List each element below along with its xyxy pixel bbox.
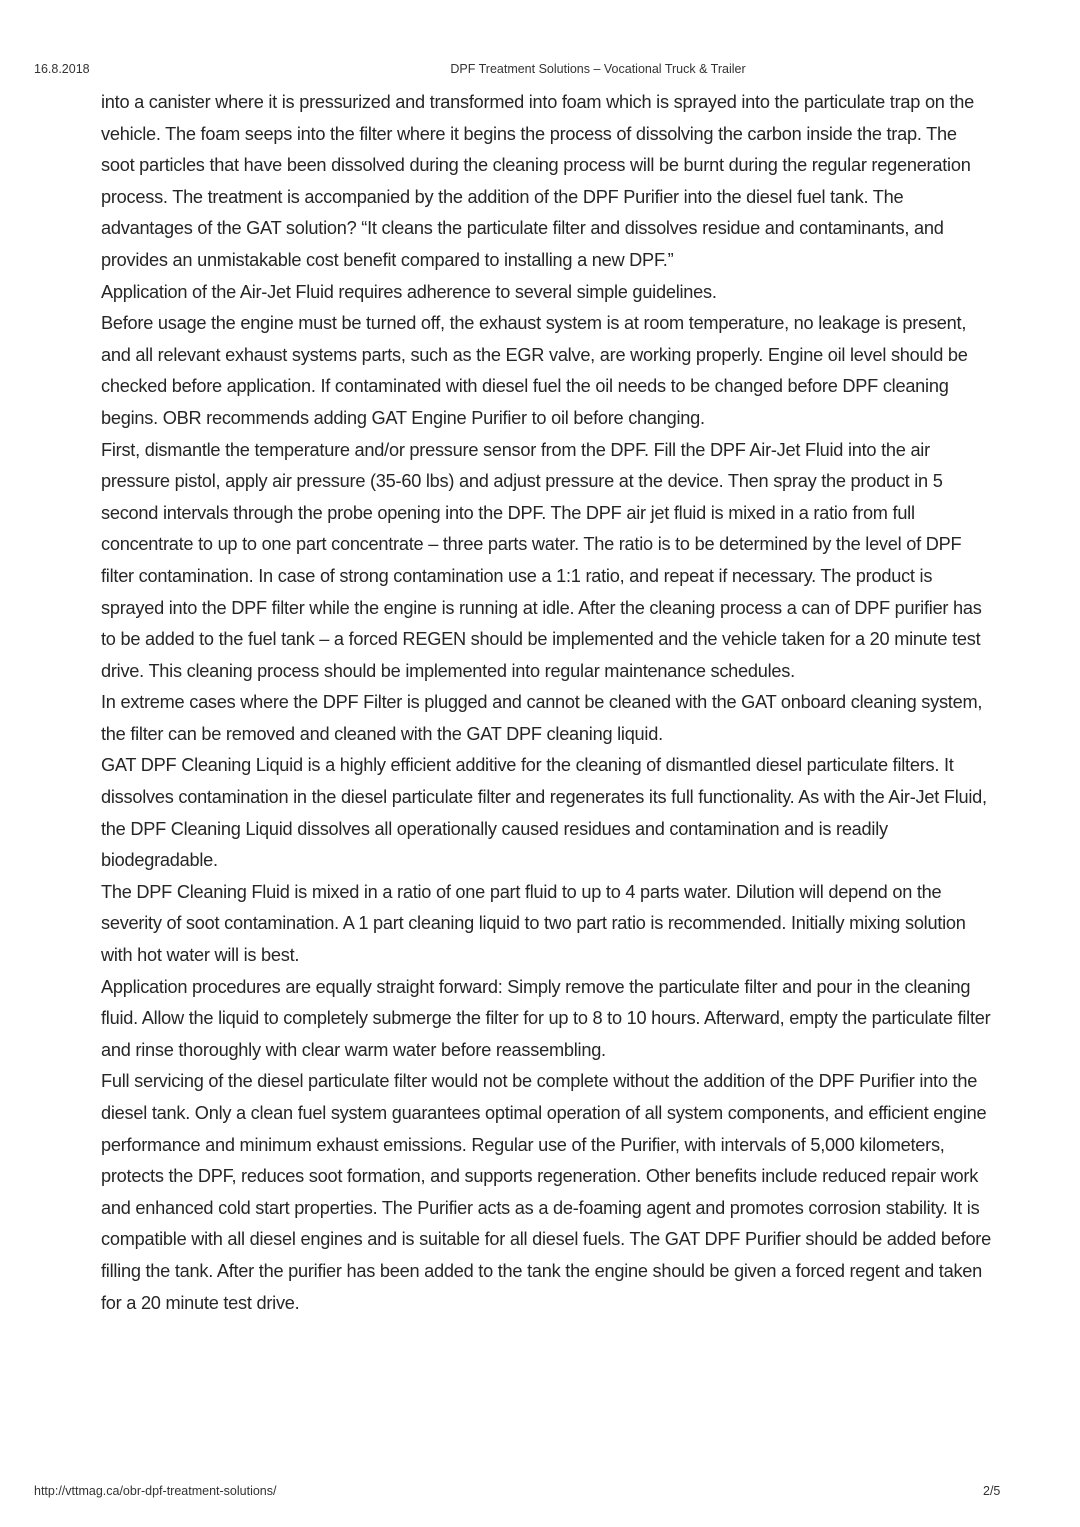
paragraph-before-usage: Before usage the engine must be turned off, the exhaust system is at room temperature, no leakage is present, and all relevant exhaust systems parts, such as the EGR valve, are working properly. Engine oil level should be checked before application. If contaminated with diesel fuel the oil needs to be changed before DPF cleaning begins. OBR recommends adding GAT Engine Purifier to oil before changing. xyxy=(101,313,968,428)
source-url-link[interactable]: http://vttmag.ca/obr-dpf-treatment-solutions/ xyxy=(34,1484,277,1498)
print-date: 16.8.2018 xyxy=(34,62,90,76)
paragraph-foam-treatment: into a canister where it is pressurized and transformed into foam which is sprayed into the particulate trap on the vehicle. The foam seeps into the filter where it begins the process of dissolving the carbon inside the trap. The soot particles that have been dissolved during the cleaning process will be burnt during the regular regeneration process. The treatment is accompanied by the addition of the DPF Purifier into the diesel fuel tank. The advantages of the GAT solution? “It cleans the particulate filter and dissolves residue and contaminants, and provides an unmistakable cost benefit compared to installing a new DPF.” xyxy=(101,92,975,270)
article-body xyxy=(101,87,991,1319)
paragraph-extreme-cases: In extreme cases where the DPF Filter is plugged and cannot be cleaned with the GAT onboard cleaning system, the filter can be removed and cleaned with the GAT DPF cleaning liquid. xyxy=(101,692,983,744)
paragraph-cleaning-liquid: GAT DPF Cleaning Liquid is a highly efficient additive for the cleaning of dismantled diesel particulate filters. It dissolves contamination in the diesel particulate filter and regenerates its full functionality. As with the Air-Jet Fluid, the DPF Cleaning Liquid dissolves all operationally caused residues and contamination and is readily biodegradable. xyxy=(101,755,987,871)
paragraph-application-procedures: Application procedures are equally straight forward: Simply remove the particulate filter and pour in the cleaning fluid. Allow the liquid to completely submerge the filter for up to 8 to 10 hours. Afterward, empty the particulate filter and rinse thoroughly with clear warm water before reassembling. xyxy=(101,976,991,1060)
page-title: DPF Treatment Solutions – Vocational Truck & Trailer xyxy=(450,62,746,76)
paragraph-full-servicing: Full servicing of the diesel particulate filter would not be complete without the addition of the DPF Purifier into the diesel tank. Only a clean fuel system guarantees optimal operation of all system components, and efficient engine performance and minimum exhaust emissions. Regular use of the Purifier, with intervals of 5,000 kilometers, protects the DPF, reduces soot formation, and supports regeneration. Other benefits include reduced repair work and enhanced cold start properties. The Purifier acts as a de-foaming agent and promotes corrosion stability. It is compatible with all diesel engines and is suitable for all diesel fuels. The GAT DPF Purifier should be added before filling the tank. After the purifier has been added to the tank the engine should be given a forced regent and taken for a 20 minute test drive. xyxy=(101,1071,991,1313)
page-number: 2/5 xyxy=(983,1484,1001,1498)
paragraph-application-steps: First, dismantle the temperature and/or pressure sensor from the DPF. Fill the DPF Air-Jet Fluid into the air pressure pistol, apply air pressure (35-60 lbs) and adjust pressure at the device. Then spray the product in 5 second intervals through the probe opening into the DPF. The DPF air jet fluid is mixed in a ratio from full concentrate to up to one part concentrate – three parts water. The ratio is to be determined by the level of DPF filter contamination. In case of strong contamination use a 1:1 ratio, and repeat if necessary. The product is sprayed into the DPF filter while the engine is running at idle. After the cleaning process a can of DPF purifier has to be added to the fuel tank – a forced REGEN should be implemented and the vehicle taken for a 20 minute test drive. This cleaning process should be implemented into regular maintenance schedules. xyxy=(101,439,982,681)
paragraph-mixing-ratio: The DPF Cleaning Fluid is mixed in a ratio of one part fluid to up to 4 parts water. Dilution will depend on the severity of soot contamination. A 1 part cleaning liquid to two part ratio is recommended. Initially mixing solution with hot water will is best. xyxy=(101,881,966,966)
paragraph-guidelines-intro: Application of the Air-Jet Fluid requires adherence to several simple guidelines. xyxy=(101,281,717,302)
